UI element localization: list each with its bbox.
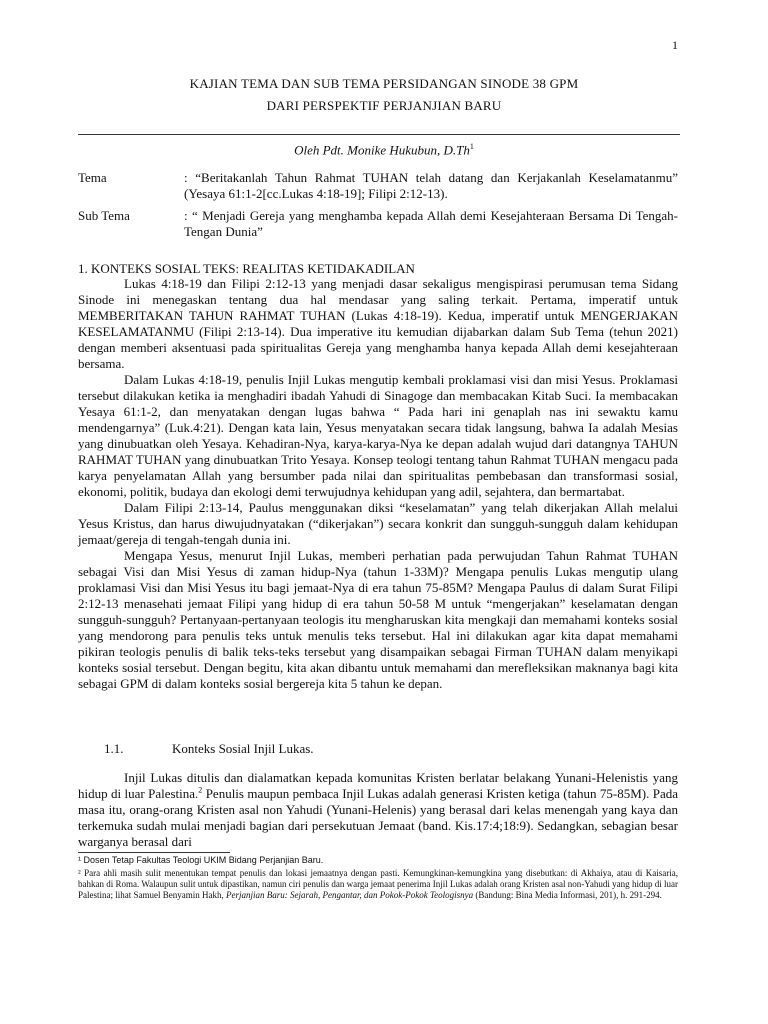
document-title-line-1: KAJIAN TEMA DAN SUB TEMA PERSIDANGAN SINODE 38 GPM — [189, 76, 579, 91]
author-name: Oleh Pdt. Monike Hukubun, D.Th — [294, 142, 470, 158]
section-1-1-body — [78, 770, 678, 850]
subtheme-value: : “ Menjadi Gereja yang menghamba kepada Allah demi Kesejahteraan Bersama Di Tengah-Tengan Dunia” — [184, 208, 678, 239]
theme-row — [78, 170, 678, 204]
footnote-2-text: ² Para ahli masih sulit menentukan tempat penulis dan lokasi jemaatnya dengan pasti. Kemungkinan-kemungkina yang disebutkan: di Akhaiya, atau di Kaisaria, bahkan di Roma. Walaupun sulit untuk dipastikan, namun ciri penulis dan warga jemaat penerima Injil Lukas adalah orang Kristen asal non-Yahudi yang hidup di luar Palestina; lihat Samuel Benyamin Hakh, — [78, 868, 678, 900]
footnote-divider — [78, 852, 230, 853]
author-line — [0, 142, 768, 158]
body-paragraph: Lukas 4:18-19 dan Filipi 2:12-13 yang menjadi dasar sekaligus mengispirasi perumusan tema Sidang Sinode ini menegaskan tentang dua hal mendasar yang saling terkait. Pertama, imperatif untuk MEMBERITAKAN TAHUN RAHMAT TUHAN (Lukas 4:18-19). Kedua, imperatif untuk MENGERJAKAN KESELAMATANMU (Filipi 2:13-14). Dua imperative itu kemudian dijabarkan dalam Sub Tema (tehun 2021) dengan memberi aksentuasi pada spiritualitas Gereja yang menghamba hanya kepada Allah demi kesejahteraan bersama. — [78, 276, 678, 371]
body-paragraph: Dalam Lukas 4:18-19, penulis Injil Lukas mengutip kembali proklamasi visi dan misi Yesus. Proklamasi tersebut dilakukan ketika ia menghadiri ibadah Yahudi di Sinagoge dan membacakan Kitab Suci. Ia membacakan Yesaya 61:1-2, dan menyatakan dengan lugas bahwa “ Pada hari ini genaplah nas ini sewaktu kamu mendengarnya” (Luk.4:21). Dengan kata lain, Yesus menyatakan secara tidak langsung, bahwa Ia adalah Mesias yang dinubuatkan oleh Yesaya. Kehadiran-Nya, karya-karya-Nya ke depan adalah wujud dari datangnya TAHUN RAHMAT TUHAN yang dinubuatkan Trito Yesaya. Konsep teologi tentang tahun Rahmat TUHAN mengacu pada karya penyelamatan Allah yang bersumber pada nilai dan spiritualitas pembebasan dan transformasi sosial, ekonomi, politik, budaya dan ekologi demi terwujudnya kehidupan yang adil, sejahtera, dan bermartabat. — [78, 372, 678, 499]
subtheme-row — [78, 208, 678, 242]
author-footnote-mark: 1 — [469, 142, 474, 151]
footnote-1: ¹ Dosen Tetap Fakultas Teologi UKIM Bidang Perjanjian Baru. — [78, 855, 324, 865]
footnote-2 — [78, 868, 678, 901]
body-paragraph: Dalam Filipi 2:13-14, Paulus menggunakan diksi “keselamatan” yang telah dikerjakan Allah melalui Yesus Kristus, dan harus diwujudnyatakan (“dikerjakan”) secara konkrit dan sungguh-sungguh dalam kehidupan jemaat/gereja di tengah-tengah dunia ini. — [78, 500, 678, 547]
section-1-1-number: 1.1. — [104, 741, 124, 756]
subtheme-label: Sub Tema — [78, 208, 130, 223]
theme-value: : “Beritakanlah Tahun Rahmat TUHAN telah datang dan Kerjakanlah Keselamatanmu” (Yesaya 61:1-2[cc.Lukas 4:18-19]; Filipi 2:12-13). — [184, 170, 678, 201]
document-title-line-2: DARI PERSPEKTIF PERJANJIAN BARU — [266, 98, 502, 113]
section-1-1-heading — [104, 741, 314, 757]
page-number: 1 — [672, 38, 678, 52]
footnote-2-mark: 2 — [198, 785, 203, 795]
paragraph-text: Penulis maupun pembaca Injil Lukas adalah generasi Kristen ketiga (tahun 75-85M). Pada masa itu, orang-orang Kristen asal non Yahudi (Yunani-Helenis) yang berasal dari kelas menengah yang kaya dan terkemuka sudah mulai menjadi bagian dari persekutuan Jemaat (band. Kis.17:4;18:9). Sedangkan, sebagian besar warganya berasal dari — [78, 786, 678, 849]
section-1-heading: 1. KONTEKS SOSIAL TEKS: REALITAS KETIDAKADILAN — [78, 261, 415, 276]
body-paragraph: Mengapa Yesus, menurut Injil Lukas, memberi perhatian pada perwujudan Tahun Rahmat TUHAN sebagai Visi dan Misi Yesus di zaman hidup-Nya (tahun 1-33M)? Mengapa penulis Lukas mengutip ulang proklamasi Visi dan Misi Yesus itu bagi jemaat-Nya di era tahun 75-85M? Mengapa Paulus di dalam Surat Filipi 2:12-13 menasehati jemaat Filipi yang hidup di era tahun 50-58 M untuk “mengerjakan” keselamatan dengan sungguh-sungguh? Pertanyaan-pertanyaan teologis itu mengharuskan kita mengkaji dan memahami konteks sosial yang mendorong para penulis teks untuk menulis teks tersebut. Hal ini dilakukan agar kita dapat memahami pikiran teologis penulis di balik teks-teks tersebut yang disampaikan sebagai Firman TUHAN dalam menyikapi konteks sosial tersebut. Dengan begitu, kita akan dibantu untuk memahami dan merefleksikan maknanya bagi kita sebagai GPM di dalam konteks sosial bergereja kita 5 tahun ke depan. — [78, 548, 678, 691]
section-1-1-title: Konteks Sosial Injil Lukas. — [172, 741, 314, 756]
body-paragraph — [78, 770, 678, 850]
section-1-body — [78, 276, 678, 692]
theme-label: Tema — [78, 170, 107, 185]
footnote-2-book-title: Perjanjian Baru: Sejarah, Pengantar, dan Pokok-Pokok Teologisnya — [225, 890, 474, 900]
footnote-2-citation: (Bandung: Bina Media Informasi, 201), h. 291-294. — [473, 890, 662, 900]
paragraph-text: Injil Lukas ditulis dan dialamatkan kepada komunitas Kristen berlatar belakang Yunani-Helenistis yang hidup di luar Palestina. — [78, 770, 678, 801]
title-divider — [78, 134, 680, 135]
